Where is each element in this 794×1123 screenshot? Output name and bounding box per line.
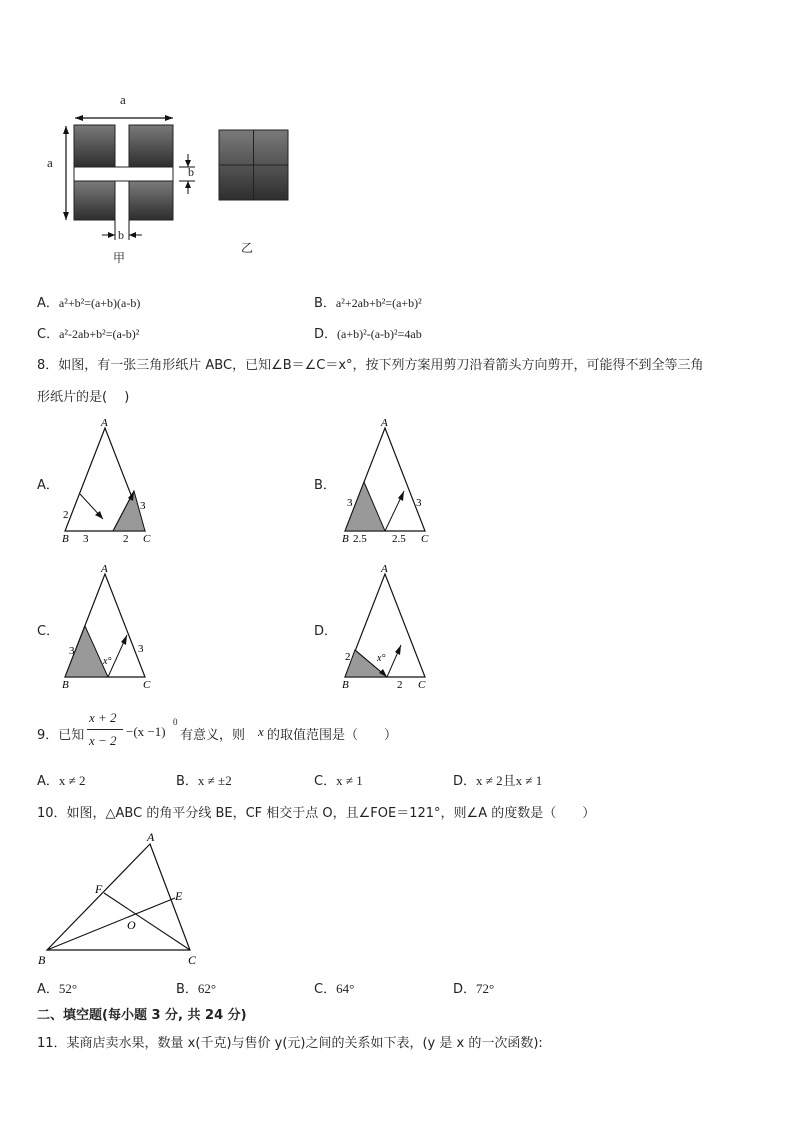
base-right: 2 (123, 533, 129, 545)
label-o: O (127, 918, 136, 932)
q8-triangle-b (335, 414, 445, 546)
q8-stem-line1: 8．如图，有一张三角形纸片 ABC，已知∠B＝∠C＝x°，按下列方案用剪刀沿着箭头方向剪开，可能得不到全等三角 (37, 358, 704, 373)
vertex-a: A (101, 563, 108, 575)
square-figures (40, 88, 310, 268)
q9-option-b[interactable]: B．x ≠ ±2 (176, 773, 232, 789)
side-left: 3 (69, 645, 75, 657)
side-right: 3 (138, 643, 144, 655)
q10-option-c[interactable]: C．64° (314, 981, 355, 997)
side-right: 3 (416, 497, 422, 509)
q9-prefix: 9．已知 (37, 728, 85, 743)
q9-suffix2: 的取值范围是（ ） (267, 728, 398, 743)
q9-var: x (258, 724, 264, 739)
base-left: 2.5 (353, 533, 367, 545)
q10-option-a[interactable]: A．52° (37, 981, 78, 997)
vertex-a: A (101, 417, 108, 429)
label-b-bottom: b (118, 228, 124, 242)
q8-triangle-c (55, 560, 165, 692)
jia-piece-br (129, 181, 173, 220)
caption-jia: 甲 (113, 251, 126, 265)
label-b-right: b (188, 165, 194, 179)
q9-numerator: x + 2 (89, 710, 117, 725)
q8-stem-line2: 形纸片的是( ) (37, 390, 130, 405)
base-right: 2 (397, 679, 403, 691)
vertex-b: B (62, 679, 69, 691)
q8-triangle-a (55, 414, 165, 546)
label-a-left: a (47, 155, 53, 170)
angle-label: x° (103, 656, 112, 667)
q8-option-a-letter[interactable]: A． (37, 478, 59, 493)
side-left: 2 (63, 509, 69, 521)
q8-option-c-letter[interactable]: C． (37, 624, 60, 639)
q10-stem: 10．如图，△ABC 的角平分线 BE，CF 相交于点 O，且∠FOE＝121°，则∠A 的度数是（ ） (37, 806, 596, 821)
jia-piece-tl (74, 125, 115, 167)
q9-option-a[interactable]: A．x ≠ 2 (37, 773, 86, 789)
q11-stem: 11．某商店卖水果，数量 x(千克)与售价 y(元)之间的关系如下表，(y 是 x 的一次函数): (37, 1036, 543, 1051)
label-b: B (38, 953, 46, 967)
label-e: E (175, 889, 183, 903)
q8-option-b-letter[interactable]: B． (314, 478, 336, 493)
q8-triangle-d (335, 560, 445, 692)
q10-option-b[interactable]: B．62° (176, 981, 217, 997)
q7-option-b[interactable]: B．a²+2ab+b²=(a+b)² (314, 296, 422, 311)
q9-middle: −(x −1) (126, 724, 166, 739)
base-right: 2.5 (392, 533, 406, 545)
vertex-b: B (342, 533, 349, 545)
label-f: F (95, 882, 103, 896)
jia-piece-tr (129, 125, 173, 167)
q9-denominator: x − 2 (89, 733, 117, 748)
q10-triangle-figure (32, 826, 212, 971)
q7-option-a[interactable]: A．a²+b²=(a+b)(a-b) (37, 296, 141, 311)
q8-option-d-letter[interactable]: D． (314, 624, 338, 639)
vertex-c: C (421, 533, 429, 545)
vertex-a: A (381, 417, 388, 429)
vertex-c: C (143, 533, 151, 545)
vertex-b: B (342, 679, 349, 691)
q7-option-d[interactable]: D．(a+b)²-(a-b)²=4ab (314, 327, 422, 342)
vertex-c: C (418, 679, 426, 691)
q7-option-c[interactable]: C．a²-2ab+b²=(a-b)² (37, 327, 140, 342)
q9-option-c[interactable]: C．x ≠ 1 (314, 773, 363, 789)
section-title: 二、填空题(每小题 3 分, 共 24 分) (37, 1008, 247, 1023)
q9-exponent: 0 (173, 717, 178, 727)
label-a: A (147, 830, 155, 844)
angle-label: x° (377, 653, 386, 664)
vertex-a: A (381, 563, 388, 575)
vertex-c: C (143, 679, 151, 691)
caption-yi: 乙 (241, 241, 254, 255)
jia-piece-bl (74, 181, 115, 220)
q9-option-d[interactable]: D．x ≠ 2且x ≠ 1 (453, 773, 543, 789)
side-right: 3 (140, 500, 146, 512)
q10-option-d[interactable]: D．72° (453, 981, 495, 997)
base-left: 3 (83, 533, 89, 545)
vertex-b: B (62, 533, 69, 545)
q9-suffix: 有意义，则 (180, 728, 246, 743)
label-c: C (188, 953, 197, 967)
side-left: 2 (345, 651, 351, 663)
q9-fraction-bar (87, 729, 123, 730)
side-left: 3 (347, 497, 353, 509)
label-a-top: a (120, 92, 126, 107)
